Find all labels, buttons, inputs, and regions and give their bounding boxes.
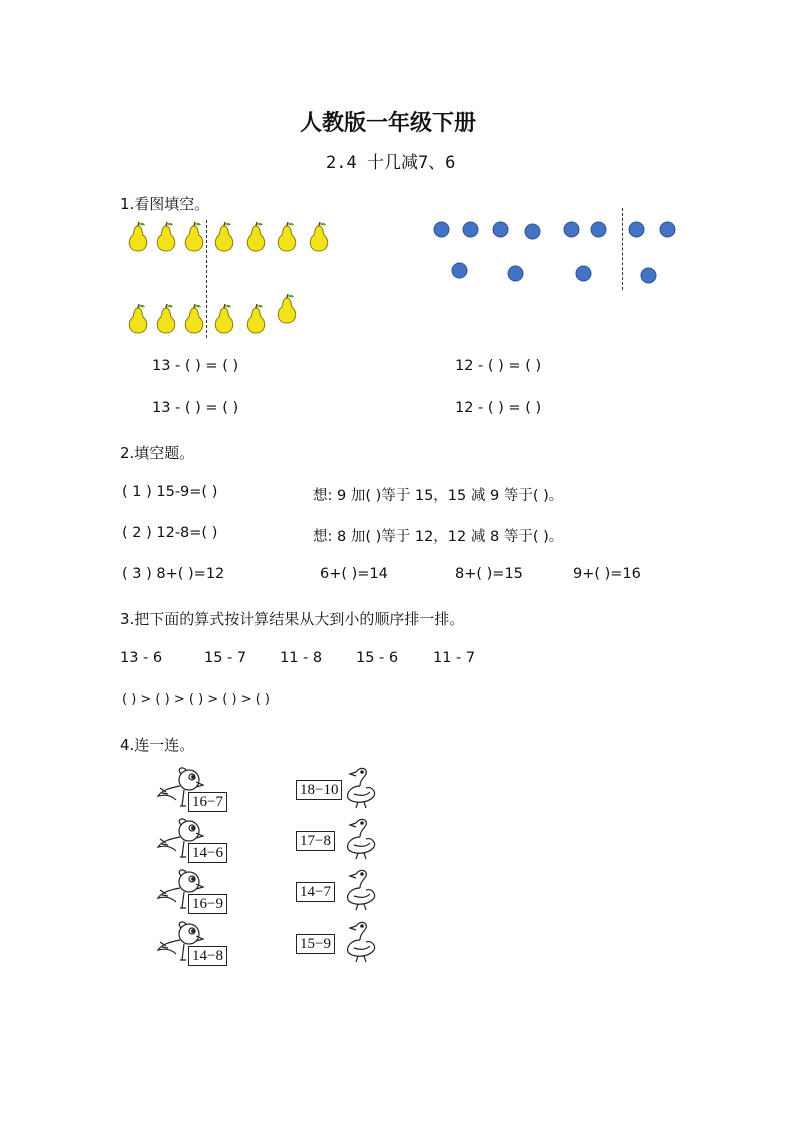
pear-icon — [183, 222, 205, 252]
pear-icon — [276, 222, 298, 252]
dot-icon — [628, 221, 645, 238]
q3-expr: 11 - 8 — [280, 650, 323, 666]
q2-item3-d: 9+( )=16 — [573, 566, 641, 582]
dot-icon — [492, 221, 509, 238]
pear-divider — [206, 220, 207, 338]
pear-icon — [308, 222, 330, 252]
pear-icon — [183, 304, 205, 334]
q2-item1-right: 想: 9 加( )等于 15，15 减 9 等于( )。 — [313, 488, 564, 504]
dot-icon — [524, 223, 541, 240]
q3-order-line: ( ) > ( ) > ( ) > ( ) > ( ) — [122, 692, 271, 707]
goose-icon — [342, 817, 380, 865]
q1-right-eq-2: 12 - ( ) = ( ) — [455, 400, 542, 416]
q2-item1-left: ( 1 ) 15-9=( ) — [122, 484, 218, 500]
q4-heading: 4.连一连。 — [120, 736, 195, 754]
left-card[interactable]: 16−7 — [188, 792, 227, 812]
right-card[interactable]: 17−8 — [296, 831, 335, 851]
q3-heading: 3.把下面的算式按计算结果从大到小的顺序排一排。 — [120, 610, 465, 628]
q2-item3-c: 8+( )=15 — [455, 566, 523, 582]
q2-heading: 2.填空题。 — [120, 444, 195, 462]
dot-icon — [640, 267, 657, 284]
pear-icon — [213, 304, 235, 334]
pear-icon — [213, 222, 235, 252]
dot-icon — [507, 265, 524, 282]
q3-expr: 11 - 7 — [433, 650, 476, 666]
dot-icon — [659, 221, 676, 238]
right-card[interactable]: 14−7 — [296, 882, 335, 902]
goose-icon — [342, 766, 380, 814]
page-subtitle: 2.4 十几减7、6 — [326, 153, 456, 173]
page-title: 人教版一年级下册 — [300, 111, 477, 136]
q2-item3-b: 6+( )=14 — [320, 566, 388, 582]
q2-item2-left: ( 2 ) 12-8=( ) — [122, 525, 218, 541]
pear-icon — [245, 304, 267, 334]
goose-icon — [342, 868, 380, 916]
left-card[interactable]: 14−6 — [188, 843, 227, 863]
dot-icon — [575, 265, 592, 282]
q1-right-eq-1: 12 - ( ) = ( ) — [455, 358, 542, 374]
q2-item2-right: 想: 8 加( )等于 12，12 减 8 等于( )。 — [313, 529, 564, 545]
left-card[interactable]: 14−8 — [188, 946, 227, 966]
dot-divider — [622, 208, 623, 290]
q3-expr: 15 - 7 — [204, 650, 247, 666]
pear-icon — [155, 222, 177, 252]
left-card[interactable]: 16−9 — [188, 894, 227, 914]
pear-icon — [127, 304, 149, 334]
q1-heading: 1.看图填空。 — [120, 195, 210, 213]
dot-icon — [433, 221, 450, 238]
pear-icon — [155, 304, 177, 334]
right-card[interactable]: 18−10 — [296, 780, 342, 800]
q1-left-eq-1: 13 - ( ) = ( ) — [152, 358, 239, 374]
pear-icon — [127, 222, 149, 252]
q2-item3-a: ( 3 ) 8+( )=12 — [122, 566, 225, 582]
dot-icon — [451, 262, 468, 279]
dot-icon — [590, 221, 607, 238]
q3-expr: 15 - 6 — [356, 650, 399, 666]
goose-icon — [342, 920, 380, 968]
q1-left-eq-2: 13 - ( ) = ( ) — [152, 400, 239, 416]
pear-icon — [276, 294, 298, 324]
dot-icon — [563, 221, 580, 238]
dot-icon — [462, 221, 479, 238]
right-card[interactable]: 15−9 — [296, 934, 335, 954]
pear-icon — [245, 222, 267, 252]
q3-expr: 13 - 6 — [120, 650, 163, 666]
